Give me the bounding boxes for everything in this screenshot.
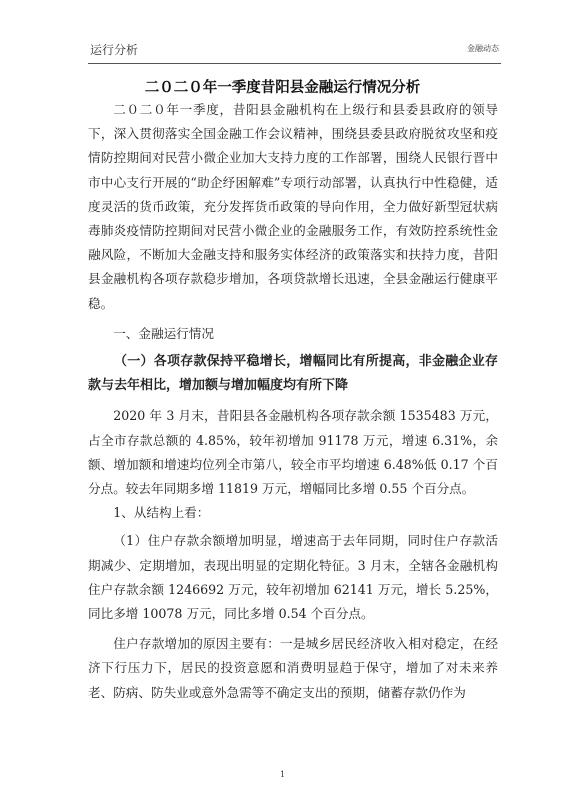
document-body — [88, 98, 498, 705]
structure-heading: 1、从结构上看： — [113, 505, 210, 521]
header-section-label: 运行分析 — [90, 43, 139, 57]
subsection-heading: （一）各项存款保持平稳增长，增幅同比有所提高，非金融企业存款与去年相比，增加额与增加幅度均有所下降 — [88, 354, 498, 394]
intro-paragraph: 二０二０年一季度，昔阳县金融机构在上级行和县委县政府的领导下，深入贯彻落实全国金融工作会议精神，围绕县委县政府脱贫攻坚和疫情防控期间对民营小微企业加大支持力度的工作部署，围绕人民银行晋中市中心支行开展的“助企纾困解难”专项行动部署，认真执行中性稳健，适度灵活的货币政策，充分发挥货币政策的导向作用，全力做好新型冠状病毒肺炎疫情防控期间对民营小微企业的金融服务工作，有效防控系统性金融风险，不断加大金融支持和服务实体经济的政策落实和扶持力度，昔阳县金融机构各项存款稳步增加，各项贷款增长迅速，全县金融运行健康平稳。 — [88, 102, 498, 311]
header-publication-label: 金融动态 — [467, 44, 499, 53]
page-number: 1 — [279, 770, 286, 779]
document-title: 二０二０年一季度昔阳县金融运行情况分析 — [144, 79, 421, 96]
section-heading: 一、金融运行情况 — [113, 325, 214, 341]
deposit-summary-paragraph: 2020 年 3 月末，昔阳县各金融机构各项存款余额 1535483 万元，占全市存款总额的 4.85%，较年初增加 91178 万元，增速 6.31%，余额、增加额和增速均位列全市第八，较全市平均增速 6.48%低 0.17 个百分点。较去年同期多增 11819 万元，增幅同比多增 0.55 个百分点。 — [88, 408, 498, 497]
household-reason-paragraph: 住户存款增加的原因主要有：一是城乡居民经济收入相对稳定，在经济下行压力下，居民的投资意愿和消费明显趋于保守，增加了对未来养老、防病、防失业或意外急需等不确定支出的预期，储蓄存款仍作为 — [88, 636, 498, 700]
household-deposit-paragraph: （1）住户存款余额增加明显，增速高于去年同期，同时住户存款活期减少、定期增加，表现出明显的定期化特征。3 月末，全辖各金融机构住户存款余额 1246692 万元，较年初增加 62141 万元，增长 5.25%，同比多增 10078 万元，同比多增 0.54 个百分点。 — [88, 533, 498, 622]
header-divider — [88, 63, 501, 64]
